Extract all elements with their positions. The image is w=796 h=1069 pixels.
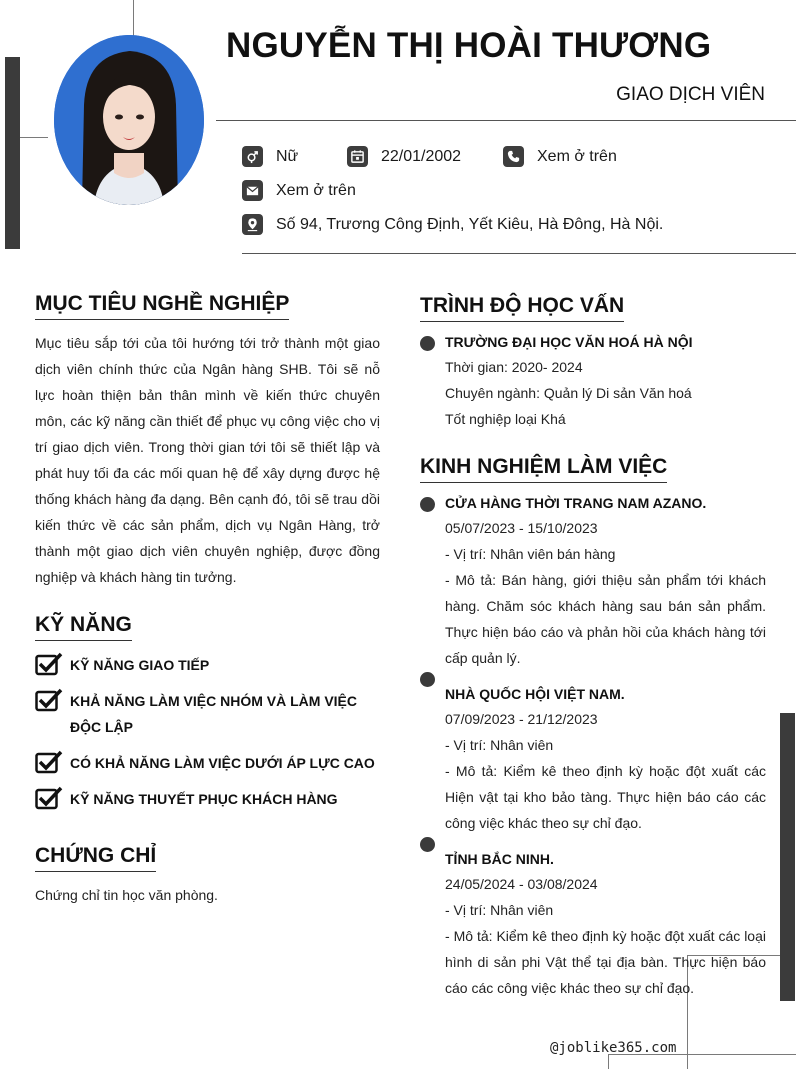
company-name: CỬA HÀNG THỜI TRANG NAM AZANO.: [445, 495, 707, 511]
gender-icon: [242, 146, 263, 167]
avatar: [54, 35, 204, 205]
timeline-dot: [420, 497, 435, 512]
contact-email: [242, 180, 356, 201]
experience-position: - Vị trí: Nhân viên: [445, 737, 554, 753]
section-title-objective: MỤC TIÊU NGHỀ NGHIỆP: [35, 292, 289, 320]
decor-line: [608, 1054, 609, 1069]
timeline-dot: [420, 336, 435, 351]
education-period: Thời gian: 2020- 2024: [445, 359, 583, 375]
checkbox-checked-icon: [35, 652, 63, 676]
phone-value: Xem ở trên: [537, 147, 617, 165]
experience-dates: 24/05/2024 - 03/08/2024: [445, 876, 598, 892]
objective-text: Mục tiêu sắp tới của tôi hướng tới trở thành một giao dịch viên chính thức của Ngân hàng SHB. Tôi sẽ nỗ lực hoàn thiện bản thân mình về kiến thức chuyên môn, các kỹ năng cần thiết để phục vụ công việc cho vị trí giao dịch viên. Trong thời gian tới tôi sẽ thiết lập và phát huy tối đa các mối quan hệ để xây dựng được hệ thống khách hàng đa dạng. Bên cạnh đó, tôi sẽ trau dồi kiến thức về các sản phẩm, dịch vụ Ngân Hàng, trở thành một giao dịch viên chuyên nghiệp, được đồng nghiệp và khách hàng tin tưởng.: [35, 335, 380, 585]
section-title-certificates: CHỨNG CHỈ: [35, 844, 156, 872]
experience-entry: [420, 683, 766, 836]
skill-label: KHẢ NĂNG LÀM VIỆC NHÓM VÀ LÀM VIỆC ĐỘC LẬP: [70, 693, 357, 735]
calendar-icon: [347, 146, 368, 167]
education-entry: [420, 331, 766, 432]
certificate-text: Chứng chỉ tin học văn phòng.: [35, 887, 218, 903]
decor-line: [20, 137, 48, 138]
email-icon: [242, 180, 263, 201]
skill-item: [35, 786, 381, 812]
experience-description: - Mô tả: Kiểm kê theo định kỳ hoặc đột xuất các Hiện vật tại kho bảo tàng. Thực hiện báo cáo các công việc khác theo sự chỉ đạo.: [445, 763, 766, 831]
contact-phone: [503, 146, 617, 167]
contact-birthday: [347, 146, 461, 167]
skill-label: KỸ NĂNG GIAO TIẾP: [70, 657, 210, 673]
skill-label: CÓ KHẢ NĂNG LÀM VIỆC DƯỚI ÁP LỰC CAO: [70, 755, 375, 771]
contact-gender: [242, 146, 298, 167]
education-grade: Tốt nghiệp loại Khá: [445, 411, 566, 427]
checkbox-checked-icon: [35, 786, 63, 810]
gender-value: Nữ: [276, 147, 299, 165]
header-divider: [216, 120, 796, 121]
left-accent-bar: [5, 57, 20, 249]
experience-entry: [420, 492, 766, 671]
location-icon: [242, 214, 263, 235]
company-name: NHÀ QUỐC HỘI VIỆT NAM.: [445, 686, 625, 702]
experience-entry: [420, 848, 766, 1001]
experience-position: - Vị trí: Nhân viên: [445, 902, 554, 918]
decor-line: [133, 0, 134, 40]
address-value: Số 94, Trương Công Định, Yết Kiêu, Hà Đông, Hà Nội.: [276, 215, 664, 233]
section-title-experience: KINH NGHIỆM LÀM VIỆC: [420, 455, 667, 483]
experience-description: - Mô tả: Kiểm kê theo định kỳ hoặc đột xuất các loại hình di sản phi Vật thể tại địa bàn. Thực hiện báo cáo các công việc khác theo sự chỉ đạo.: [445, 928, 766, 996]
company-name: TỈNH BẮC NINH.: [445, 851, 554, 867]
timeline-dot: [420, 837, 435, 852]
experience-dates: 07/09/2023 - 21/12/2023: [445, 711, 598, 727]
checkbox-checked-icon: [35, 688, 63, 712]
birthday-value: 22/01/2002: [381, 147, 462, 165]
job-title: GIAO DỊCH VIÊN: [616, 84, 765, 105]
contact-divider: [242, 253, 796, 254]
skill-item: [35, 652, 381, 678]
school-name: TRƯỜNG ĐẠI HỌC VĂN HOÁ HÀ NỘI: [445, 334, 693, 350]
section-title-education: TRÌNH ĐỘ HỌC VẤN: [420, 294, 624, 322]
skills-list: [35, 652, 381, 822]
experience-position: - Vị trí: Nhân viên bán hàng: [445, 546, 616, 562]
timeline-dot: [420, 672, 435, 687]
right-accent-bar: [780, 713, 795, 1001]
skill-label: KỸ NĂNG THUYẾT PHỤC KHÁCH HÀNG: [70, 791, 338, 807]
skill-item: [35, 750, 381, 776]
education-major: Chuyên ngành: Quản lý Di sản Văn hoá: [445, 385, 692, 401]
experience-description: - Mô tả: Bán hàng, giới thiệu sản phẩm tới khách hàng. Chăm sóc khách hàng sau bán sản phẩm. Thực hiện báo cáo và phản hồi của khách hàng tới cấp quản lý.: [445, 572, 766, 666]
skill-item: [35, 688, 381, 740]
candidate-name: NGUYỄN THỊ HOÀI THƯƠNG: [226, 26, 712, 65]
phone-icon: [503, 146, 524, 167]
email-value: Xem ở trên: [276, 181, 356, 199]
section-title-skills: KỸ NĂNG: [35, 613, 132, 641]
checkbox-checked-icon: [35, 750, 63, 774]
footer-watermark: @joblike365.com: [550, 1040, 677, 1056]
experience-dates: 05/07/2023 - 15/10/2023: [445, 520, 598, 536]
contact-address: [242, 214, 663, 235]
